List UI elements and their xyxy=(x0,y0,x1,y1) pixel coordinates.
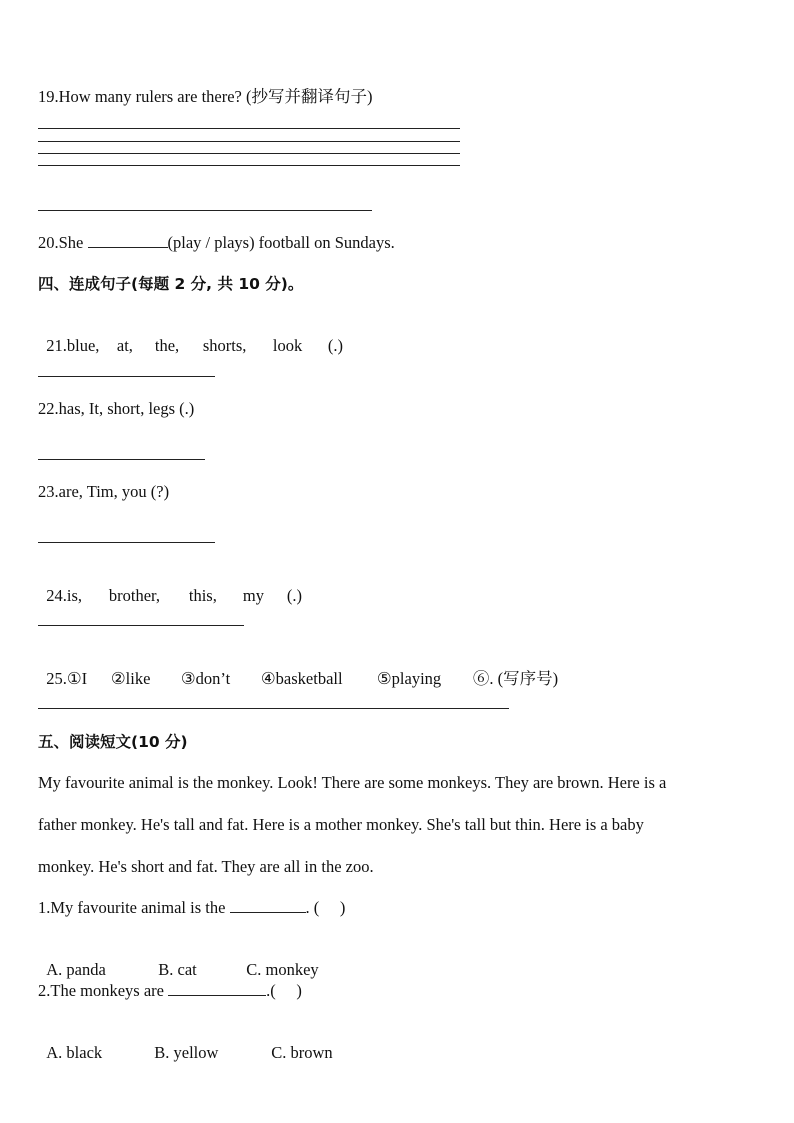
question-20-prefix: 20.She xyxy=(38,233,88,252)
passage-line: monkey. He's short and fat. They are all in the zoo. xyxy=(38,857,374,876)
question-23: 23.are, Tim, you (?) xyxy=(38,482,170,501)
answer-line-19-3[interactable] xyxy=(38,153,460,154)
reading-question-2 xyxy=(38,981,302,1001)
reading-question-1-blank[interactable] xyxy=(230,898,306,913)
reading-question-2-prefix: 2.The monkeys are xyxy=(38,981,169,1000)
question-24-word: my xyxy=(242,586,264,605)
option-c[interactable]: C. brown xyxy=(271,1043,333,1062)
answer-line-25[interactable] xyxy=(38,708,509,709)
option-c[interactable]: C. monkey xyxy=(246,960,319,979)
section-5-title: 五、阅读短文(10 分) xyxy=(38,733,188,751)
question-21-number: 21. xyxy=(46,336,67,355)
passage-line: father monkey. He's tall and fat. Here is a mother monkey. She's tall but thin. Here is a baby xyxy=(38,815,644,834)
question-25-word: ④basketball xyxy=(260,669,343,688)
question-21-word: the, xyxy=(154,336,180,355)
answer-line-22[interactable] xyxy=(38,459,205,460)
question-20-blank[interactable] xyxy=(88,233,168,248)
answer-line-24[interactable] xyxy=(38,625,244,626)
question-25-word: ①I xyxy=(66,669,88,688)
passage-line: My favourite animal is the monkey. Look! There are some monkeys. They are brown. Here is a xyxy=(38,773,667,792)
reading-question-2-options xyxy=(38,1023,333,1063)
question-25-word: ③don’t xyxy=(180,669,231,688)
question-21-word: at, xyxy=(116,336,133,355)
question-25-word: ⑥. (写序号) xyxy=(472,669,559,688)
question-24-word: is, xyxy=(66,586,83,605)
answer-line-19-4[interactable] xyxy=(38,165,460,166)
question-19: 19.How many rulers are there? (抄写并翻译句子) xyxy=(38,87,373,106)
question-25-word: ②like xyxy=(110,669,151,688)
question-20-suffix: (play / plays) football on Sundays. xyxy=(167,233,395,252)
reading-question-1-options xyxy=(38,940,319,980)
reading-question-1-prefix: 1.My favourite animal is the xyxy=(38,898,230,917)
question-25-word: ⑤playing xyxy=(376,669,442,688)
question-24-word: (.) xyxy=(286,586,302,605)
question-21-word: blue, xyxy=(66,336,100,355)
option-a[interactable]: A. black xyxy=(46,1043,103,1062)
question-21-word: look xyxy=(272,336,303,355)
question-21-word: (.) xyxy=(327,336,343,355)
reading-question-2-suffix: .( ) xyxy=(266,981,302,1000)
question-24-word: this, xyxy=(188,586,217,605)
question-25-number: 25. xyxy=(46,669,67,688)
section-4-title: 四、连成句子(每题 2 分, 共 10 分)。 xyxy=(38,275,304,293)
question-24 xyxy=(38,566,302,606)
question-25 xyxy=(38,649,558,689)
reading-question-1-suffix: . ( ) xyxy=(305,898,346,917)
answer-line-19-2[interactable] xyxy=(38,141,460,142)
reading-question-1 xyxy=(38,898,345,918)
answer-line-19-5[interactable] xyxy=(38,210,372,211)
option-b[interactable]: B. yellow xyxy=(154,1043,219,1062)
answer-line-23[interactable] xyxy=(38,542,215,543)
question-22: 22.has, It, short, legs (.) xyxy=(38,399,195,418)
answer-line-19-1[interactable] xyxy=(38,128,460,129)
question-24-number: 24. xyxy=(46,586,67,605)
question-20 xyxy=(38,233,395,253)
question-21-word: shorts, xyxy=(202,336,247,355)
question-21 xyxy=(38,316,343,356)
answer-line-21[interactable] xyxy=(38,376,215,377)
option-a[interactable]: A. panda xyxy=(46,960,106,979)
question-24-word: brother, xyxy=(108,586,160,605)
option-b[interactable]: B. cat xyxy=(158,960,197,979)
reading-question-2-blank[interactable] xyxy=(168,981,266,996)
